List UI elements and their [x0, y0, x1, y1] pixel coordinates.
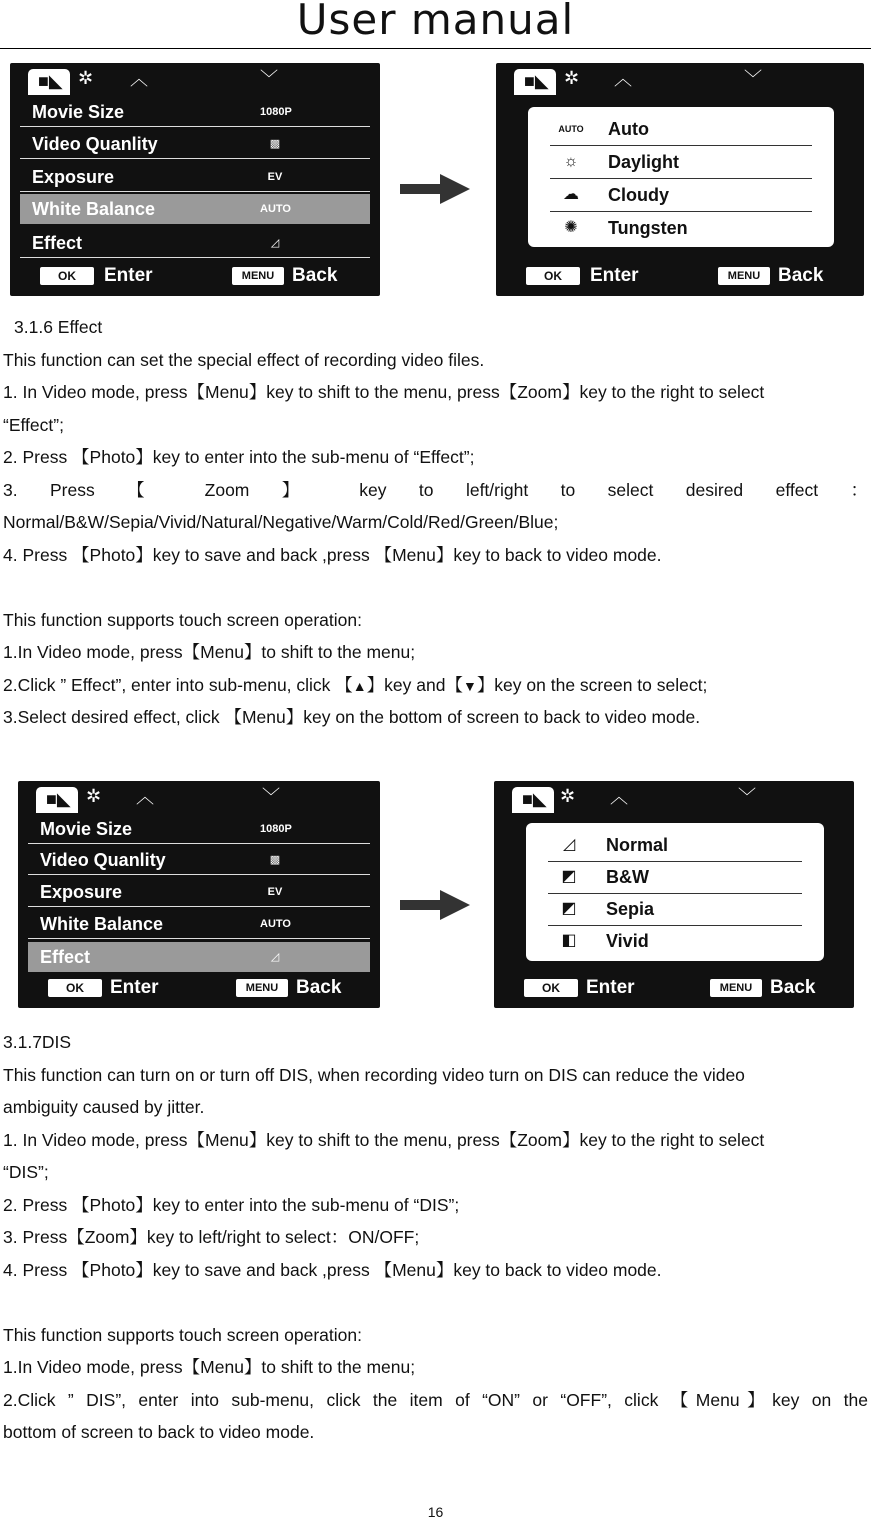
- gear-icon[interactable]: ✲: [560, 786, 576, 806]
- exposure-icon: EV: [267, 886, 283, 898]
- resolution-icon: 1080P: [260, 106, 292, 118]
- text-segment: 】key and【: [366, 674, 463, 695]
- page-number: 16: [427, 1504, 444, 1520]
- arrow-right-icon: [400, 888, 472, 922]
- back-label: Back: [778, 265, 824, 286]
- menu-button[interactable]: MENU: [236, 979, 288, 997]
- paragraph-line: bottom of screen to back to video mode.: [3, 1422, 315, 1442]
- gear-icon[interactable]: ✲: [564, 68, 580, 88]
- paragraph-line: Normal/B&W/Sepia/Vivid/Natural/Negative/Warm/Cold/Red/Green/Blue;: [3, 512, 559, 532]
- menu-button[interactable]: MENU: [710, 979, 762, 997]
- menu-item-label: Movie Size: [32, 102, 125, 122]
- arrow-right-icon: [400, 172, 472, 206]
- text-segment: 】key on the screen to select;: [476, 674, 708, 695]
- menu-item-video-quality[interactable]: [20, 129, 370, 159]
- paragraph-line: “DIS”;: [3, 1162, 49, 1182]
- paragraph-line: This function supports touch screen operation:: [3, 1324, 362, 1345]
- camera-menu-screen-top-left: [10, 63, 380, 296]
- back-label: Back: [296, 977, 342, 998]
- enter-label: Enter: [586, 977, 635, 998]
- menu-item-label: White Balance: [32, 199, 156, 219]
- paragraph-line: 1.In Video mode, press【Menu】to shift to the menu;: [3, 642, 416, 662]
- screen-footer: [18, 976, 380, 1002]
- back-label: Back: [292, 265, 338, 286]
- header-rule: [0, 48, 871, 49]
- menu-item-label: Exposure: [40, 882, 123, 902]
- up-key-icon: ▲: [352, 677, 367, 694]
- submenu-item-label: Vivid: [606, 931, 649, 951]
- vivid-effect-icon: ◧: [561, 932, 577, 949]
- camera-submenu-screen-top-right: [496, 63, 864, 296]
- menu-item-label: Exposure: [32, 167, 115, 187]
- menu-item-movie-size[interactable]: [20, 97, 370, 127]
- screen-footer: [494, 976, 854, 1002]
- blank-line: [3, 571, 868, 604]
- video-camera-icon: ■◣: [522, 789, 547, 809]
- paragraph-line: This function supports touch screen operation:: [3, 609, 362, 630]
- section-heading: 3.1.6 Effect: [14, 317, 103, 337]
- tab-bar: [494, 781, 854, 811]
- screen-footer: [496, 264, 864, 290]
- bw-effect-icon: ◩: [561, 868, 577, 885]
- submenu-item-label: Daylight: [608, 152, 680, 172]
- submenu-item-label: Normal: [606, 835, 669, 855]
- camera-menu-screen-bottom-left: [18, 781, 380, 1008]
- screen-footer: [10, 264, 380, 290]
- menu-item-label: Movie Size: [40, 819, 133, 839]
- submenu-panel: [528, 107, 834, 247]
- chevron-up-icon[interactable]: ︿: [136, 787, 154, 807]
- menu-item-label: Effect: [32, 233, 83, 253]
- chevron-down-icon[interactable]: ﹀: [262, 787, 280, 807]
- paragraph-line: 2. Press 【Photo】key to enter into the sub-menu of “DIS”;: [3, 1194, 460, 1215]
- paragraph-line: This function can set the special effect of recording video files.: [3, 349, 485, 370]
- chevron-down-icon[interactable]: ﹀: [738, 787, 756, 807]
- paragraph-line: 3. Press 【 Zoom 】 key to left/right to select desired effect ：: [3, 479, 868, 500]
- down-key-icon: ▼: [462, 677, 477, 694]
- enter-label: Enter: [110, 977, 159, 998]
- paragraph-line: 4. Press 【Photo】key to save and back ,press 【Menu】key to back to video mode.: [3, 544, 662, 565]
- white-balance-icon: AUTO: [260, 203, 291, 215]
- gear-icon[interactable]: ✲: [78, 68, 94, 88]
- section-effect: [3, 311, 868, 734]
- paragraph-line: 1.In Video mode, press【Menu】to shift to the menu;: [3, 1357, 416, 1377]
- paragraph-line: 2. Press 【Photo】key to enter into the sub-menu of “Effect”;: [3, 447, 475, 467]
- menu-item-video-quality[interactable]: [28, 845, 370, 875]
- bulb-icon: ✺: [564, 219, 578, 236]
- submenu-item-label: Sepia: [606, 899, 655, 919]
- paragraph-line: 1. In Video mode, press【Menu】key to shift to the menu, press【Zoom】key to the right to select: [3, 1129, 765, 1150]
- submenu-item-vivid[interactable]: [548, 925, 802, 957]
- sepia-effect-icon: ◩: [561, 900, 577, 917]
- ok-button[interactable]: OK: [526, 267, 580, 285]
- paragraph-line: 3.Select desired effect, click 【Menu】key on the bottom of screen to back to video mode.: [3, 707, 701, 727]
- submenu-item-auto[interactable]: [550, 113, 812, 146]
- submenu-item-daylight[interactable]: [550, 146, 812, 179]
- submenu-item-label: B&W: [606, 867, 649, 887]
- enter-label: Enter: [104, 265, 153, 286]
- white-balance-icon: AUTO: [260, 918, 291, 930]
- submenu-item-tungsten[interactable]: [550, 212, 812, 244]
- section-heading: 3.1.7DIS: [3, 1032, 72, 1052]
- sun-icon: ☼: [563, 153, 579, 170]
- paragraph-line: This function can turn on or turn off DIS, when recording video turn on DIS can reduce the video: [3, 1064, 745, 1085]
- text-segment: 2.Click ” Effect”, enter into sub-menu, click 【: [3, 674, 353, 695]
- submenu-item-normal[interactable]: [548, 829, 802, 862]
- submenu-item-bw[interactable]: [548, 861, 802, 894]
- ok-button[interactable]: OK: [524, 979, 578, 997]
- chevron-up-icon[interactable]: ︿: [614, 69, 632, 89]
- menu-button[interactable]: MENU: [232, 267, 284, 285]
- menu-item-exposure[interactable]: [20, 162, 370, 192]
- tab-bar: [10, 63, 380, 93]
- ok-button[interactable]: OK: [40, 267, 94, 285]
- video-camera-icon: ■◣: [46, 789, 71, 809]
- tab-bar: [496, 63, 864, 93]
- menu-item-exposure[interactable]: [28, 877, 370, 907]
- quality-icon: ▩: [269, 854, 281, 866]
- menu-item-label: White Balance: [40, 914, 164, 934]
- menu-item-label: Video Quanlity: [40, 850, 166, 870]
- menu-item-movie-size[interactable]: [28, 814, 370, 844]
- paragraph-line-touch-keys: [3, 669, 868, 702]
- menu-item-white-balance[interactable]: [20, 194, 370, 224]
- normal-effect-icon: ◿: [562, 836, 576, 853]
- resolution-icon: 1080P: [260, 823, 292, 835]
- submenu-item-label: Auto: [608, 119, 649, 139]
- video-camera-icon: ■◣: [524, 71, 549, 91]
- section-dis: [3, 1026, 868, 1449]
- chevron-down-icon[interactable]: ﹀: [260, 69, 278, 89]
- blank-line: [3, 1286, 868, 1319]
- tab-bar: [18, 781, 380, 811]
- submenu-panel: [526, 823, 824, 961]
- submenu-item-label: Tungsten: [608, 218, 688, 238]
- chevron-up-icon[interactable]: ︿: [610, 787, 628, 807]
- paragraph-line: 2.Click ” DIS”, enter into sub-menu, click the item of “ON” or “OFF”, click 【Menu】key on the: [3, 1389, 868, 1410]
- quality-icon: ▩: [269, 138, 281, 150]
- submenu-item-cloudy[interactable]: [550, 179, 812, 212]
- menu-button[interactable]: MENU: [718, 267, 770, 285]
- camera-submenu-screen-bottom-right: [494, 781, 854, 1008]
- paragraph-line: ambiguity caused by jitter.: [3, 1097, 205, 1117]
- enter-label: Enter: [590, 265, 639, 286]
- ok-button[interactable]: OK: [48, 979, 102, 997]
- chevron-down-icon[interactable]: ﹀: [744, 69, 762, 89]
- page-title: User manual: [296, 0, 575, 44]
- cloud-icon: ☁: [563, 186, 579, 203]
- submenu-item-label: Cloudy: [608, 185, 669, 205]
- chevron-up-icon[interactable]: ︿: [130, 69, 148, 89]
- menu-item-label: Video Quanlity: [32, 134, 158, 154]
- back-label: Back: [770, 977, 816, 998]
- effect-icon: ◿: [270, 951, 280, 963]
- exposure-icon: EV: [267, 171, 283, 183]
- submenu-item-sepia[interactable]: [548, 893, 802, 926]
- paragraph-line: “Effect”;: [3, 414, 64, 435]
- paragraph-line: 4. Press 【Photo】key to save and back ,press 【Menu】key to back to video mode.: [3, 1259, 662, 1280]
- menu-item-effect[interactable]: [28, 942, 370, 972]
- menu-item-white-balance[interactable]: [28, 909, 370, 939]
- effect-icon: ◿: [270, 237, 280, 249]
- paragraph-line: 3. Press【Zoom】key to left/right to select：ON/OFF;: [3, 1227, 420, 1247]
- gear-icon[interactable]: ✲: [86, 786, 102, 806]
- menu-item-effect[interactable]: [20, 228, 370, 258]
- paragraph-line: 1. In Video mode, press【Menu】key to shift to the menu, press【Zoom】key to the right to select: [3, 382, 765, 402]
- menu-item-label: Effect: [40, 947, 91, 967]
- auto-icon: AUTO: [558, 124, 584, 134]
- video-camera-icon: ■◣: [38, 71, 63, 91]
